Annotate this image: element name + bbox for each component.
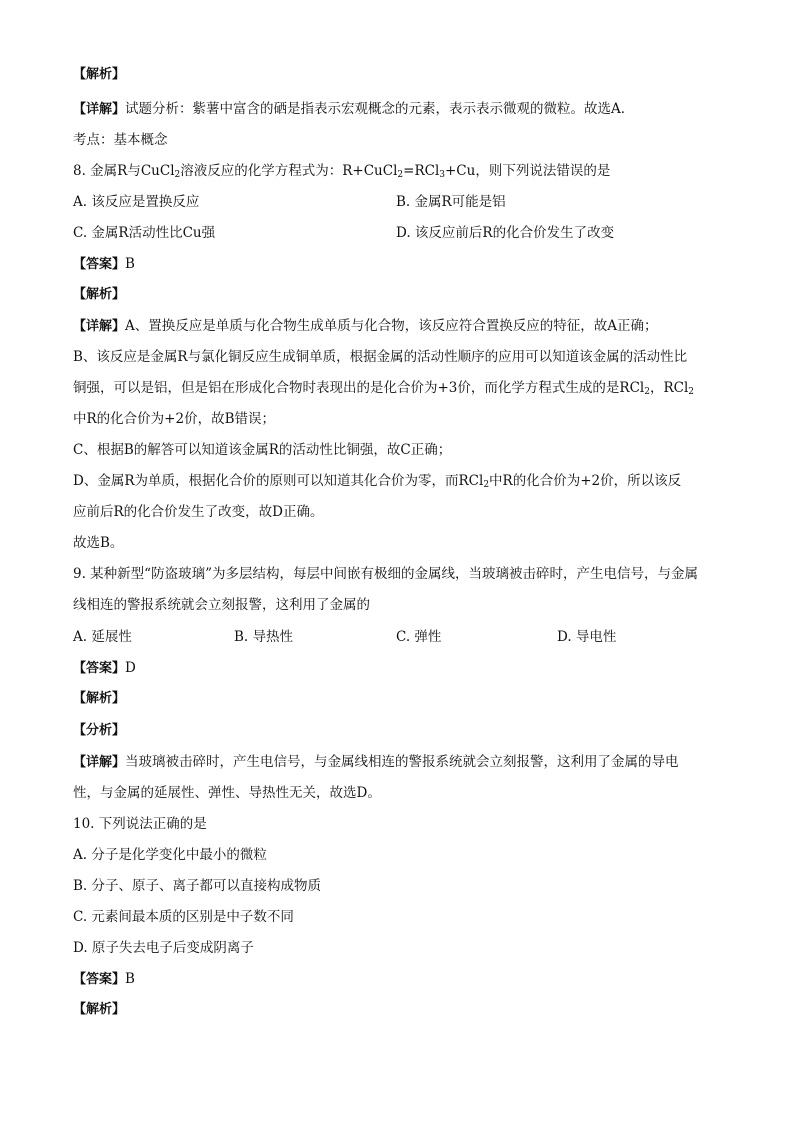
fenxi-tag: 【分析】 [73, 723, 126, 738]
subscript: 2 [397, 170, 404, 180]
q8-stem-part: +Cu，则下列说法错误的是 [445, 163, 611, 179]
q10-stem: 10. 下列说法正确的是 [73, 816, 207, 832]
q8-detail-part: 中R的化合价为+2价，所以该反 [489, 473, 682, 489]
q9-answer-value: D [125, 660, 136, 676]
subscript: 2 [483, 480, 490, 490]
q8-detail-3 [73, 379, 694, 397]
q9-stem-1: 9. 某种新型“防盗玻璃”为多层结构，每层中间嵌有极细的金属线，当玻璃被击碎时，产生电信号，与金属 [73, 566, 698, 582]
subscript: 2 [688, 387, 694, 397]
q8-option-c: C. 金属R活动性比Cu强 [73, 225, 216, 241]
q9-stem-2: 线相连的警报系统就会立刻报警，这利用了金属的 [73, 597, 370, 613]
q10-answer [73, 970, 135, 989]
q8-stem-part: 8. 金属R与CuCl [73, 163, 175, 179]
q8-detail-6 [73, 472, 681, 490]
analysis-tag: 【解析】 [73, 691, 126, 706]
q7-kaodian: 考点：基本概念 [73, 132, 168, 148]
detail-tag: 【详解】 [73, 319, 126, 334]
subscript: 2 [644, 387, 650, 397]
q7-detail-text: 试题分析：紫薯中富含的硒是指表示宏观概念的元素，表示表示微观的微粒。故选A． [125, 101, 635, 117]
q8-stem-part: =RCl [403, 163, 440, 179]
q8-detail-text: A、置换反应是单质与化合物生成单质与化合物，该反应符合置换反应的特征，故A正确； [125, 318, 658, 334]
q8-option-a: A. 该反应是置换反应 [73, 194, 200, 210]
q8-detail-1 [73, 317, 658, 336]
q9-detail-text: 当玻璃被击碎时，产生电信号，与金属线相连的警报系统就会立刻报警，这利用了金属的导电 [125, 754, 679, 770]
q8-option-b: B. 金属R可能是铝 [396, 194, 506, 210]
q9-option-c: C. 弹性 [396, 629, 442, 645]
analysis-tag: 【解析】 [73, 67, 126, 82]
subscript: 3 [439, 170, 445, 180]
q9-option-a: A. 延展性 [73, 629, 132, 645]
q8-conclusion: 故选B。 [73, 535, 124, 551]
q8-answer-value: B [125, 256, 135, 272]
q8-detail-part: ，RCl [649, 380, 689, 396]
q9-detail-2: 性，与金属的延展性、弹性、导热性无关，故选D。 [73, 785, 381, 801]
q8-detail-5: C、根据B的解答可以知道该金属R的活动性比铜强，故C正确； [73, 442, 452, 458]
q10-answer-value: B [125, 971, 135, 987]
q7-detail [73, 100, 634, 119]
q8-detail-part: D、金属R为单质，根据化合价的原则可以知道其化合价为零，而RCl [73, 473, 484, 489]
answer-tag: 【答案】 [73, 661, 126, 676]
q9-option-b: B. 导热性 [234, 629, 294, 645]
q10-option-d: D. 原子失去电子后变成阴离子 [73, 940, 254, 956]
q8-answer [73, 255, 135, 274]
q8-detail-2: B、该反应是金属R与氯化铜反应生成铜单质，根据金属的活动性顺序的应用可以知道该金属的活动性比 [73, 349, 688, 365]
subscript: 2 [174, 170, 181, 180]
q10-option-c: C. 元素间最本质的区别是中子数不同 [73, 909, 294, 925]
q9-detail-1 [73, 753, 679, 772]
q9-answer [73, 659, 136, 678]
answer-tag: 【答案】 [73, 972, 126, 987]
q8-option-d: D. 该反应前后R的化合价发生了改变 [396, 225, 615, 241]
q10-option-a: A. 分子是化学变化中最小的微粒 [73, 847, 267, 863]
analysis-tag: 【解析】 [73, 287, 126, 302]
detail-tag: 【详解】 [73, 755, 126, 770]
answer-tag: 【答案】 [73, 257, 126, 272]
detail-tag: 【详解】 [73, 102, 126, 117]
q8-detail-4: 中R的化合价为+2价，故B错误； [73, 411, 275, 427]
q8-stem-part: 溶液反应的化学方程式为：R+CuCl [180, 163, 398, 179]
q8-detail-7: 应前后R的化合价发生了改变，故D正确。 [73, 504, 324, 520]
q8-stem [73, 162, 610, 180]
q8-detail-part: 铜强，可以是铝，但是铝在形成化合物时表现出的是化合价为+3价，而化学方程式生成的是RCl [73, 380, 645, 396]
q10-option-b: B. 分子、原子、离子都可以直接构成物质 [73, 878, 322, 894]
analysis-tag: 【解析】 [73, 1002, 126, 1017]
q9-option-d: D. 导电性 [557, 629, 617, 645]
